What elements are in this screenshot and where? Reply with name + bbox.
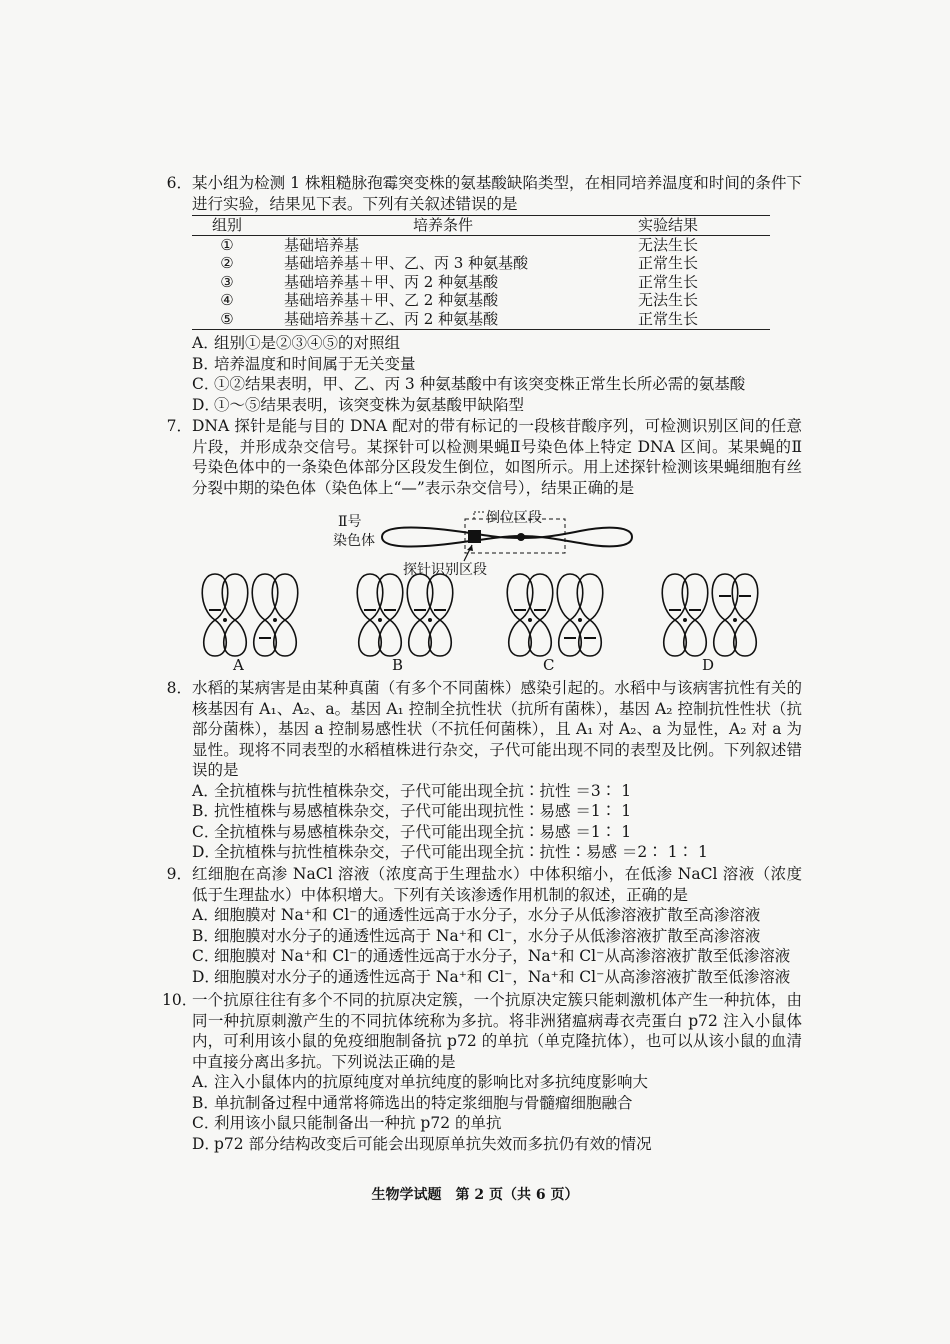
table-cell: 基础培养基＋甲、乙、丙 3 种氨基酸	[284, 254, 529, 273]
question-9	[162, 864, 802, 987]
table-row	[192, 273, 770, 292]
choice-label-a: A	[233, 656, 244, 674]
choice-b-chromosome-2	[407, 574, 453, 656]
option-b: B．培养温度和时间属于无关变量	[192, 354, 416, 373]
option-b: B．细胞膜对水分子的通透性远高于 Na⁺和 Cl⁻，水分子从低渗溶液扩散至高渗溶液	[192, 926, 761, 945]
choice-label-c: C	[543, 656, 555, 674]
option-b: B．单抗制备过程中通常将筛选出的特定浆细胞与骨髓瘤细胞融合	[192, 1093, 633, 1112]
question-stem: 某小组为检测 1 株粗糙脉孢霉突变株的氨基酸缺陷类型，在相同培养温度和时间的条件下进行实验，结果见下表。下列有关叙述错误的是	[192, 174, 802, 213]
choice-d-chromosome-1	[662, 574, 708, 656]
chromosome-label: Ⅱ号	[338, 514, 362, 530]
option-c: C．细胞膜对 Na⁺和 Cl⁻的通透性远高于水分子，Na⁺和 Cl⁻从高渗溶液扩散至低渗溶液	[192, 947, 791, 965]
question-6	[162, 173, 802, 214]
choice-b-chromosome-1	[357, 574, 403, 656]
option-c: C．全抗植株与易感植株杂交，子代可能出现全抗∶易感 ＝1∶ 1	[192, 822, 632, 841]
choice-c-chromosome-1	[507, 574, 553, 656]
question-8	[162, 678, 802, 863]
table-cell: 基础培养基＋乙、丙 2 种氨基酸	[262, 310, 624, 329]
table-row	[192, 291, 770, 310]
centromere-dot	[517, 533, 525, 541]
chromosome-outline	[382, 528, 632, 547]
table-cell: 无法生长	[638, 235, 699, 254]
choice-a-chromosome-1	[202, 574, 248, 656]
table-cell: 正常生长	[638, 254, 699, 273]
question-number: 6．	[166, 174, 192, 192]
question-10	[162, 990, 802, 1154]
chromosome-diagram	[370, 505, 640, 580]
page-footer: 生物学试题 第 2 页（共 6 页）	[371, 1187, 579, 1203]
table-header: 培养条件	[262, 216, 624, 236]
table-cell: 基础培养基＋甲、丙 2 种氨基酸	[284, 272, 499, 291]
table-header-row	[192, 216, 770, 236]
option-a: A．注入小鼠体内的抗原纯度对单抗纯度的影响比对多抗纯度影响大	[192, 1073, 649, 1091]
chromosome-label: 染色体	[333, 533, 375, 549]
question-number: 8．	[166, 679, 192, 697]
table-cell: ⑤	[192, 310, 262, 329]
table-cell: 正常生长	[624, 310, 770, 329]
table-cell: 正常生长	[638, 272, 699, 291]
table-row	[192, 254, 770, 273]
choice-a-chromosome-2	[252, 574, 298, 656]
inversion-label: 倒位区段	[486, 510, 542, 526]
option-d: D．p72 部分结构改变后可能会出现原单抗失效而多抗仍有效的情况	[192, 1134, 652, 1153]
table-cell: 基础培养基	[284, 235, 360, 254]
question-stem: 水稻的某病害是由某种真菌（有多个不同菌株）感染引起的。水稻中与该病害抗性有关的核基因有 A₁、A₂、a。基因 A₁ 控制全抗性状（抗所有菌株），基因 A₂ 控制抗性性状（抗部分菌株），基因 a 控制易感性状（不抗任何菌株），且 A₁ 对 A₂、a 为显性，A₂ 对 a 为显性。现将不同表型的水稻植株进行杂交，子代可能出现不同的表型及比例。下列叙述错误的是	[192, 679, 802, 779]
choice-label-d: D	[702, 656, 715, 674]
option-a: A．全抗植株与抗性植株杂交，子代可能出现全抗∶抗性 ＝3∶ 1	[192, 781, 632, 800]
option-b: B．抗性植株与易感植株杂交，子代可能出现抗性∶易感 ＝1∶ 1	[192, 802, 632, 820]
table-header: 实验结果	[624, 216, 770, 236]
option-d: D．全抗植株与抗性植株杂交，子代可能出现全抗∶抗性∶易感 ＝2∶ 1∶ 1	[192, 843, 708, 861]
results-table	[192, 215, 770, 330]
question-stem: 一个抗原往往有多个不同的抗原决定簇，一个抗原决定簇只能刺激机体产生一种抗体，由同一种抗原刺激产生的不同抗体统称为多抗。将非洲猪瘟病毒衣壳蛋白 p72 注入小鼠体内，可利用该小鼠的免疫细胞制备抗 p72 的单抗（单克隆抗体），也可以从该小鼠的血清中直接分离出多抗。下列说法正确的是	[192, 991, 802, 1071]
choice-d-chromosome-2	[712, 574, 758, 656]
table-header: 组别	[192, 216, 262, 236]
option-d: D．细胞膜对水分子的通透性远高于 Na⁺和 Cl⁻，Na⁺和 Cl⁻从高渗溶液扩散至低渗溶液	[192, 967, 791, 986]
option-d: D．①～⑤结果表明，该突变株为氨基酸甲缺陷型	[192, 395, 525, 414]
probe-region-box	[468, 530, 481, 543]
question-6-options	[162, 333, 802, 415]
table-row	[192, 310, 770, 329]
table-cell: ③	[220, 272, 234, 291]
question-number: 10．	[162, 991, 198, 1009]
table-cell: ②	[220, 254, 234, 273]
probe-arrow-head	[467, 545, 473, 551]
table-cell: ①	[220, 235, 234, 254]
table-cell: 无法生长	[638, 291, 699, 310]
table-cell: ④	[220, 291, 234, 310]
question-number: 9．	[166, 865, 192, 883]
table-row	[192, 235, 770, 254]
choice-figures	[190, 570, 790, 665]
option-c: C．①②结果表明，甲、乙、丙 3 种氨基酸中有该突变株正常生长所必需的氨基酸	[192, 375, 746, 393]
choice-label-b: B	[392, 656, 404, 674]
question-stem: 红细胞在高渗 NaCl 溶液（浓度高于生理盐水）中体积缩小，在低渗 NaCl 溶液（浓度低于生理盐水）中体积增大。下列有关该渗透作用机制的叙述，正确的是	[192, 865, 802, 904]
question-stem: DNA 探针是能与目的 DNA 配对的带有标记的一段核苷酸序列，可检测识别区间的任意片段，并形成杂交信号。某探针可以检测果蝇Ⅱ号染色体上特定 DNA 区间。某果蝇的Ⅱ号染色体中的一条染色体部分区段发生倒位，如图所示。用上述探针检测该果蝇细胞有丝分裂中期的染色体（染色体上“—”表示杂交信号），结果正确的是	[192, 417, 802, 497]
question-7	[162, 416, 802, 498]
option-a: A．组别①是②③④⑤的对照组	[192, 334, 401, 352]
table-cell: 基础培养基＋甲、乙 2 种氨基酸	[284, 291, 499, 310]
option-c: C．利用该小鼠只能制备出一种抗 p72 的单抗	[192, 1114, 502, 1132]
question-number: 7．	[166, 417, 192, 435]
choice-c-chromosome-2	[557, 574, 603, 656]
option-a: A．细胞膜对 Na⁺和 Cl⁻的通透性远高于水分子，水分子从低渗溶液扩散至高渗溶液	[192, 906, 761, 924]
probe-label: 探针识别区段	[403, 562, 487, 578]
